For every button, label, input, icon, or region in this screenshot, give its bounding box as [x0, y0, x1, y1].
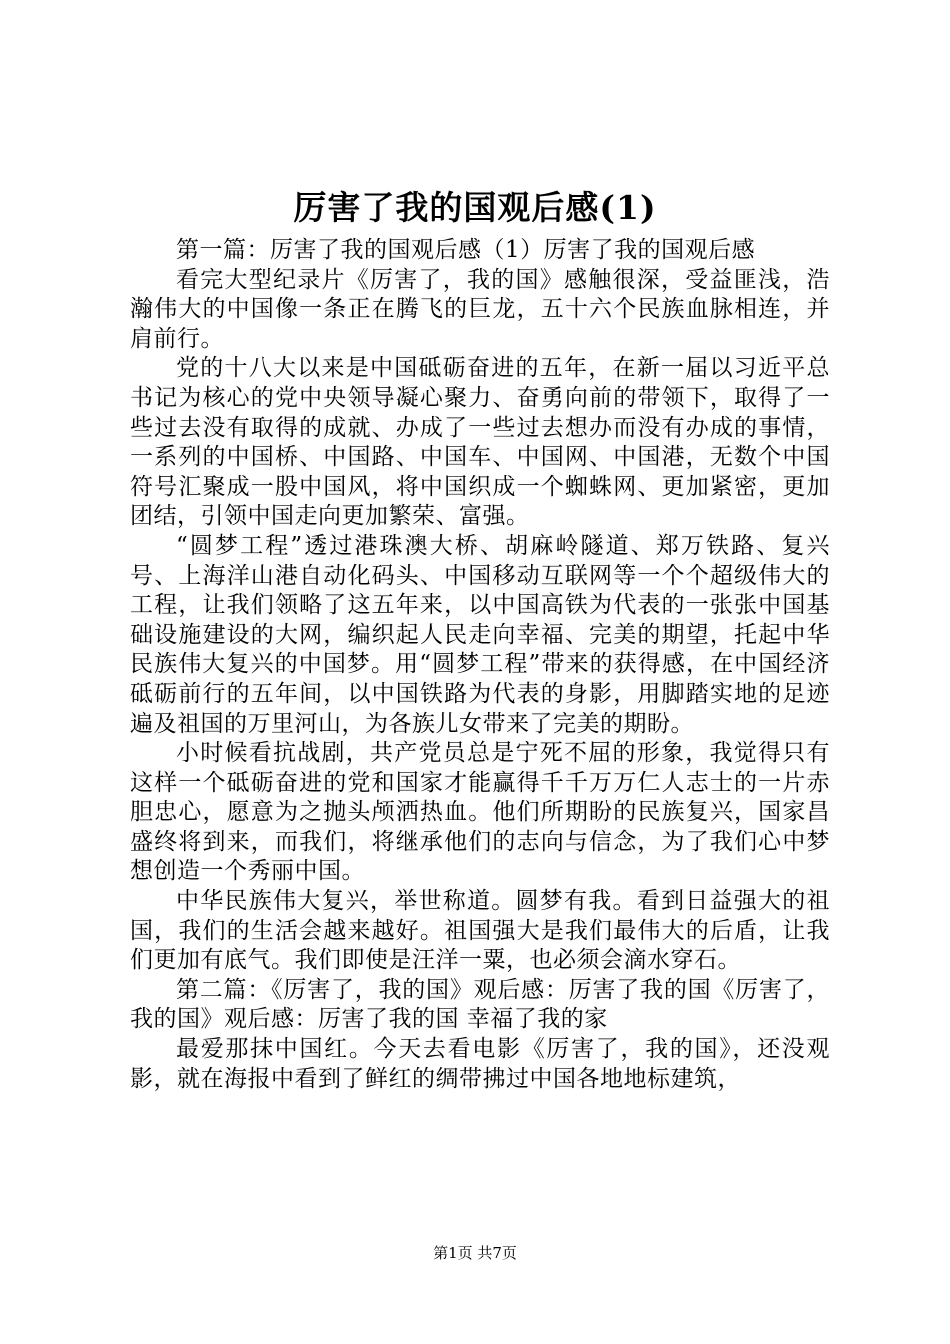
- paragraph-2: 看完大型纪录片《厉害了，我的国》感触很深，受益匪浅，浩瀚伟大的中国像一条正在腾飞的巨龙，五十六个民族血脉相连，并肩前行。: [130, 266, 830, 352]
- paragraph-7: 第二篇：《厉害了，我的国》观后感：厉害了我的国《厉害了，我的国》观后感：厉害了我的国 幸福了我的家: [130, 976, 830, 1033]
- paragraph-1: 第一篇：厉害了我的国观后感（1）厉害了我的国观后感: [176, 237, 756, 263]
- page-number: 第1页 共7页: [433, 1244, 517, 1262]
- document-title: 厉害了我的国观后感(1): [293, 188, 657, 227]
- paragraph-6: 中华民族伟大复兴，举世称道。圆梦有我。看到日益强大的祖国，我们的生活会越来越好。祖国强大是我们最伟大的后盾，让我们更加有底气。我们即使是汪洋一粟，也必须会滴水穿石。: [130, 888, 830, 974]
- document-body: [130, 236, 830, 1094]
- paragraph-8: 最爱那抹中国红。今天去看电影《厉害了，我的国》，还没观影，就在海报中看到了鲜红的绸带拂过中国各地地标建筑，: [130, 1036, 830, 1092]
- paragraph-3: 党的十八大以来是中国砥砺奋进的五年，在新一届以习近平总书记为核心的党中央领导凝心聚力、奋勇向前的带领下，取得了一些过去没有取得的成就、办成了一些过去想办而没有办成的事情，一系列的中国桥、中国路、中国车、中国网、中国港，无数个中国符号汇聚成一股中国风，将中国织成一个蜘蛛网、更加紧密，更加团结，引领中国走向更加繁荣、富强。: [130, 355, 830, 530]
- paragraph-5: 小时候看抗战剧，共产党员总是宁死不屈的形象，我觉得只有这样一个砥砺奋进的党和国家才能赢得千千万万仁人志士的一片赤胆忠心，愿意为之抛头颅洒热血。他们所期盼的民族复兴，国家昌盛终将到来，而我们，将继承他们的志向与信念，为了我们心中梦想创造一个秀丽中国。: [130, 740, 830, 885]
- paragraph-4: “圆梦工程”透过港珠澳大桥、胡麻岭隧道、郑万铁路、复兴号、上海洋山港自动化码头、中国移动互联网等一个个超级伟大的工程，让我们领略了这五年来，以中国高铁为代表的一张张中国基础设施建设的大网，编织起人民走向幸福、完美的期望，托起中华民族伟大复兴的中国梦。用“圆梦工程”带来的获得感，在中国经济砥砺前行的五年间，以中国铁路为代表的身影，用脚踏实地的足迹遍及祖国的万里河山，为各族儿女带来了完美的期盼。: [130, 532, 830, 737]
